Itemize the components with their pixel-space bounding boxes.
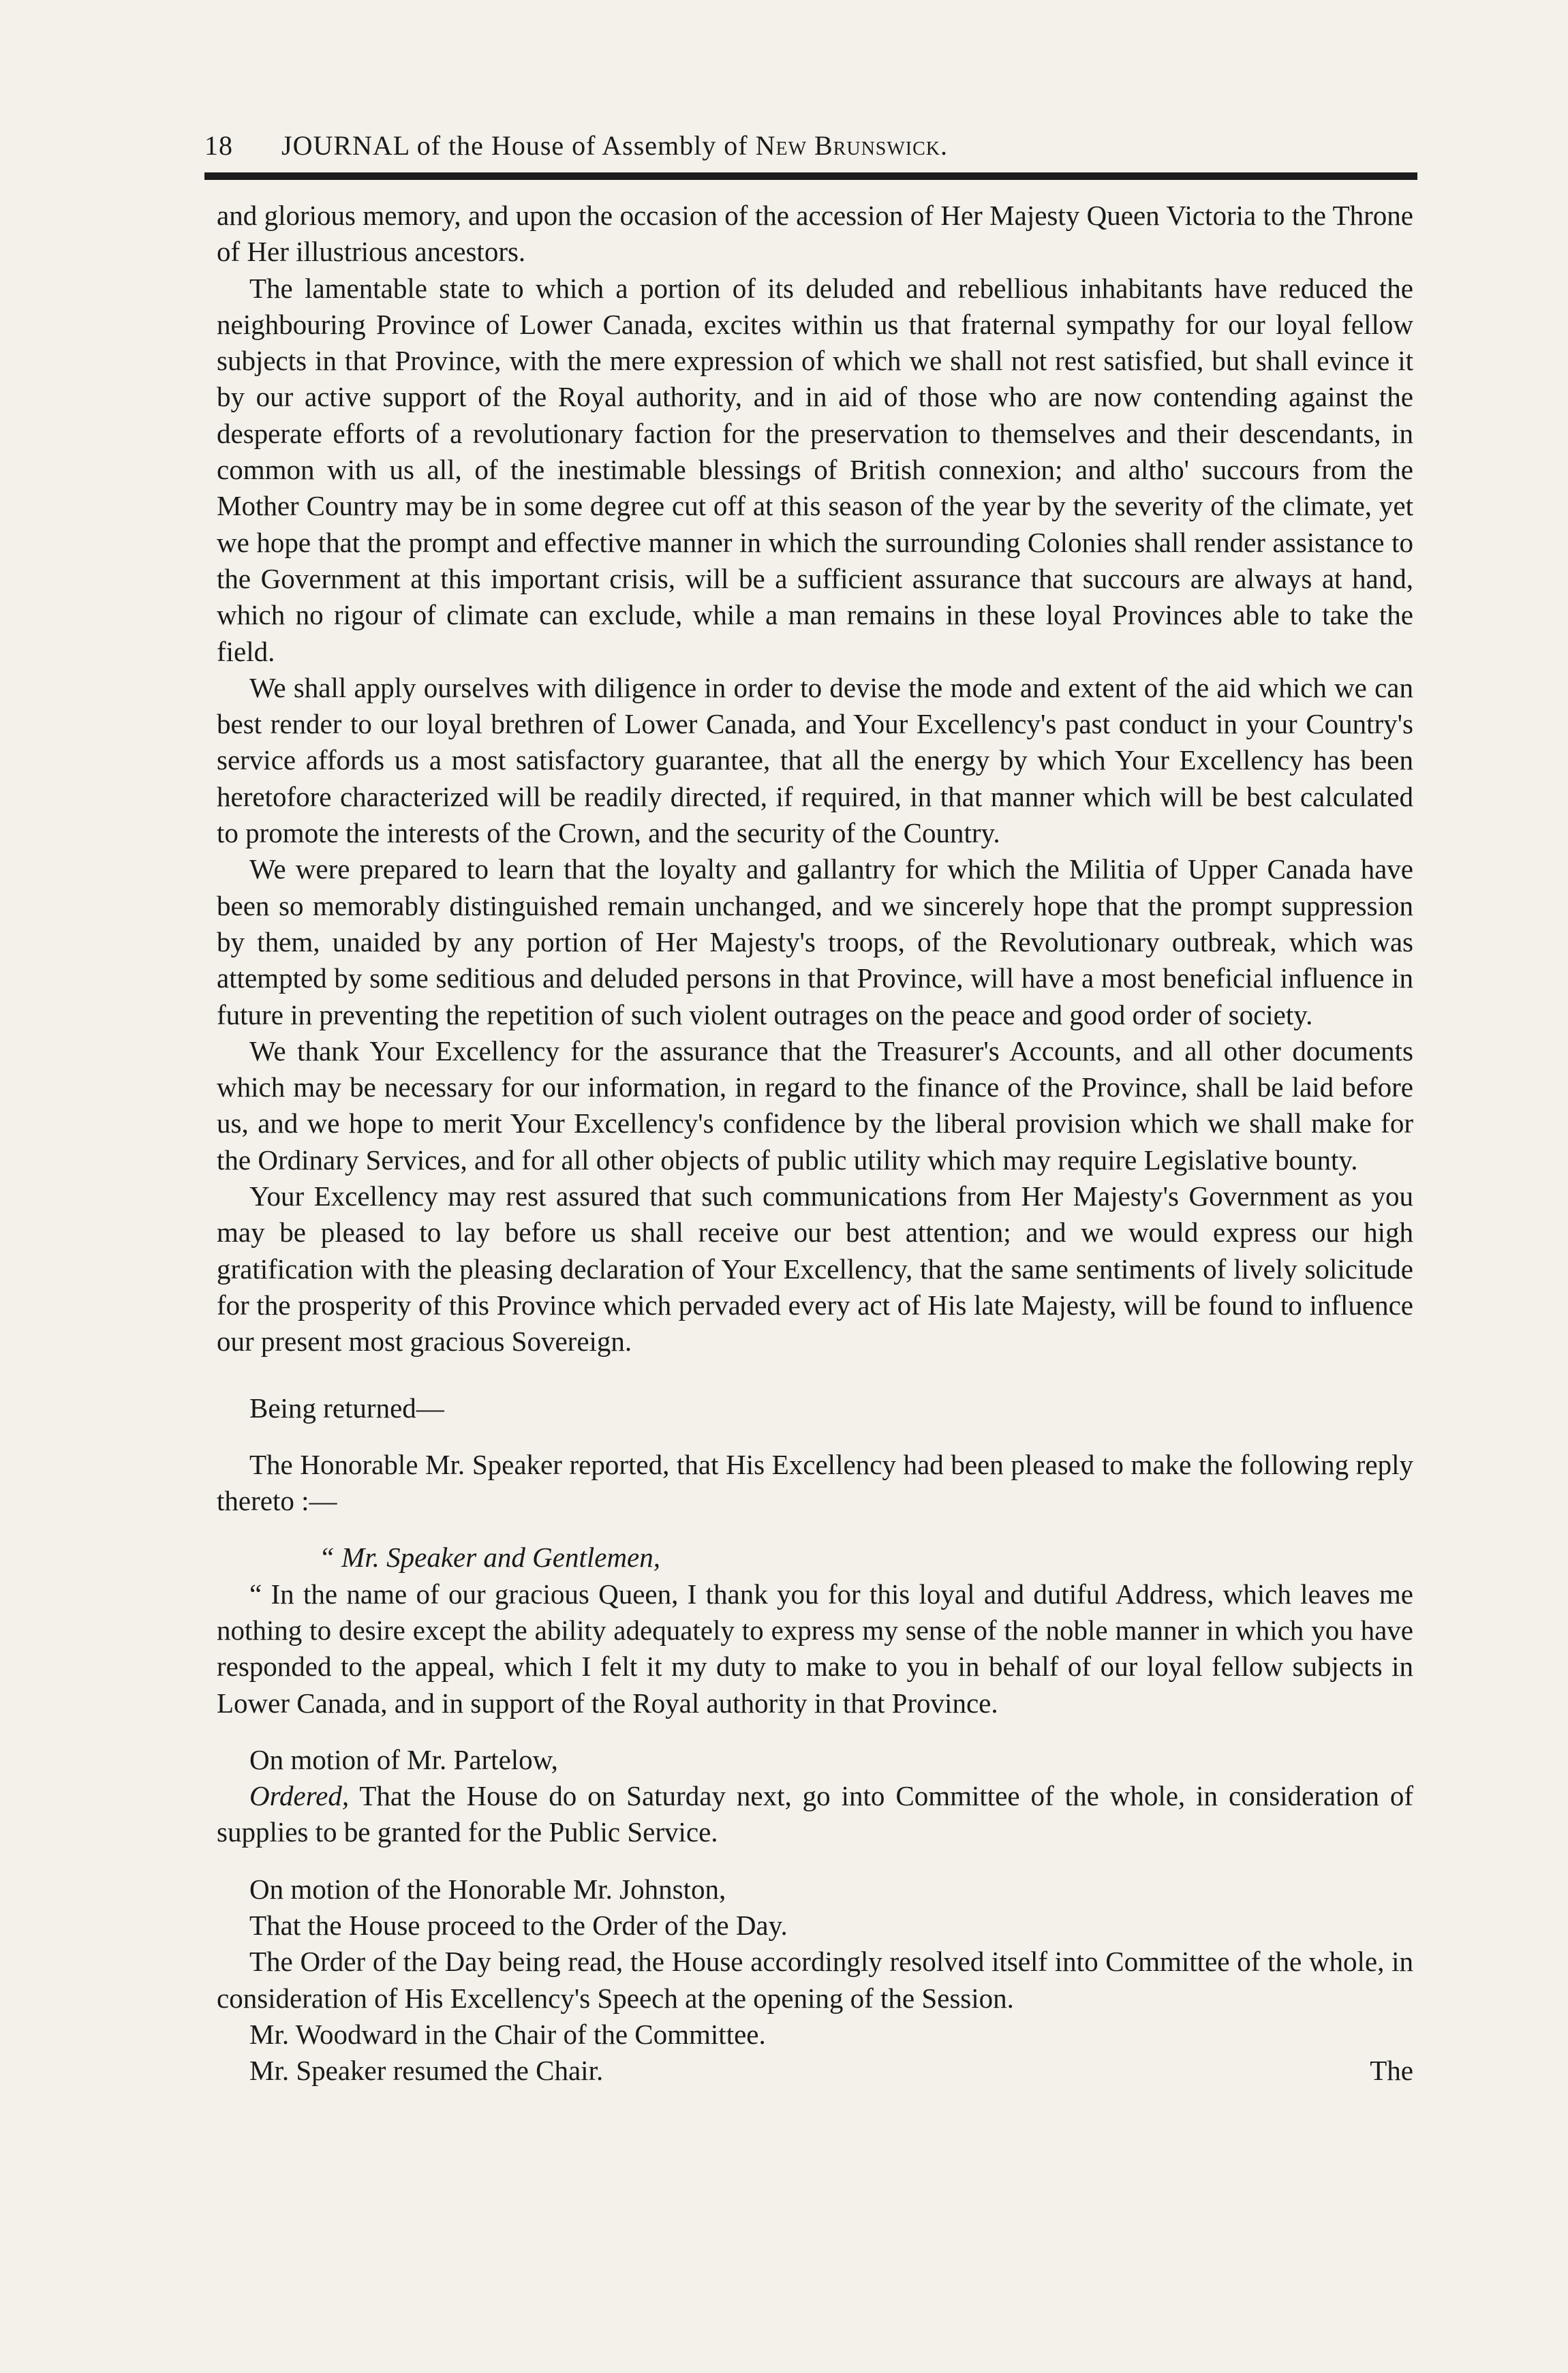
paragraph-speaker-report: The Honorable Mr. Speaker reported, that His Excellency had been pleased to make the following reply thereto :— (217, 1448, 1413, 1517)
speaker-resumed-line (217, 2053, 1413, 2089)
paragraph-upper-canada: We were prepared to learn that the loyalty and gallantry for which the Militia of Upper Canada have been so memorably distinguished remain unchanged, and we sincerely hope that the prompt suppression by them, unaided by any portion of Her Majesty's troops, of the Revolutionary outbreak, which was attempted by some seditious and deluded persons in that Province, will have a most beneficial influence in future in preventing the repetition of such violent outrages on the peace and good order of society. (217, 853, 1413, 1030)
running-head (204, 129, 1417, 162)
paragraph-continuation: and glorious memory, and upon the occasion of the accession of Her Majesty Queen Victoria to the Throne of Her illustrious ancestors. (217, 200, 1413, 268)
paragraph-lower-canada: The lamentable state to which a portion of its deluded and rebellious inhabitants have reduced the neighbouring Province of Lower Canada, excites within us that fraternal sympathy for our loyal fellow subjects in that Province, with the mere expression of which we shall not rest satisfied, but shall evince it by our active support of the Royal authority, and in aid of those who are now contending against the desperate efforts of a revolutionary faction for the preservation to themselves and their descendants, in common with us all, of the inestimable blessings of British connexion; and altho' succours from the Mother Country may be in some degree cut off at this season of the year by the severity of the climate, yet we hope that the prompt and effective manner in which the surrounding Colonies shall render assistance to the Government at this important crisis, will be a sufficient assurance that succours are always at hand, which no rigour of climate can exclude, while a man remains in these loyal Provinces able to take the field. (217, 272, 1413, 667)
order-supplies (217, 1778, 1413, 1851)
paragraph-communications: Your Excellency may rest assured that such communications from Her Majesty's Government as you may be pleased to lay before us shall receive our best attention; and we would express our high gratification with the pleasing declaration of Your Excellency, that the same sentiments of lively solicitude for the prosperity of this Province which pervaded every act of His late Majesty, will be found to influence our present most gracious Sovereign. (217, 1180, 1413, 1358)
committee-resolution: The Order of the Day being read, the House accordingly resolved itself into Committee of the whole, in consideration of His Excellency's Speech at the opening of the Session. (217, 1946, 1413, 2014)
header-rule (204, 172, 1417, 180)
reply-salutation: “ Mr. Speaker and Gentlemen, (319, 1542, 661, 1574)
journal-title: JOURNAL (281, 130, 410, 161)
province-name: New Brunswick. (755, 130, 949, 161)
paragraph-aid: We shall apply ourselves with diligence in order to devise the mode and extent of the aid which we can best render to our loyal brethren of Lower Canada, and Your Excellency's past conduct in your Country's service affords us a most satisfactory guarantee, that all the energy by which Your Excellency has been heretofore characterized will be readily directed, if required, in that manner which will be best calculated to promote the interests of the Crown, and the security of the Country. (217, 671, 1413, 849)
speaker-resumed: Mr. Speaker resumed the Chair. (249, 2055, 604, 2087)
page-number: 18 (204, 130, 233, 161)
motion-partelow: On motion of Mr. Partelow, (249, 1743, 558, 1775)
paragraph-accounts: We thank Your Excellency for the assurance that the Treasurer's Accounts, and all other documents which may be necessary for our information, in regard to the finance of the Province, shall be laid before us, and we hope to merit Your Excellency's confidence by the liberal provision which we shall make for the Ordinary Services, and for all other objects of public utility which may require Legislative bounty. (217, 1035, 1413, 1176)
ordered-text: That the House do on Saturday next, go into Committee of the whole, in consideration of supplies to be granted for the Public Service. (217, 1780, 1413, 1848)
order-of-day: That the House proceed to the Order of the Day. (249, 1910, 788, 1942)
paragraph-being-returned: Being returned— (249, 1392, 444, 1424)
chair-of-committee: Mr. Woodward in the Chair of the Committee. (249, 2018, 766, 2050)
ordered-label: Ordered, (249, 1780, 350, 1812)
journal-title-middle: of the House of Assembly of (416, 130, 748, 161)
reply-text: “ In the name of our gracious Queen, I thank you for this loyal and dutiful Address, which leaves me nothing to desire except the ability adequately to express my sense of the noble manner in which you have responded to the appeal, which I felt it my duty to make to you in behalf of our loyal fellow subjects in Lower Canada, and in support of the Royal authority in that Province. (217, 1578, 1413, 1719)
motion-johnston: On motion of the Honorable Mr. Johnston, (249, 1873, 726, 1905)
catchword: The (1370, 2055, 1413, 2087)
page-body (217, 198, 1413, 2089)
